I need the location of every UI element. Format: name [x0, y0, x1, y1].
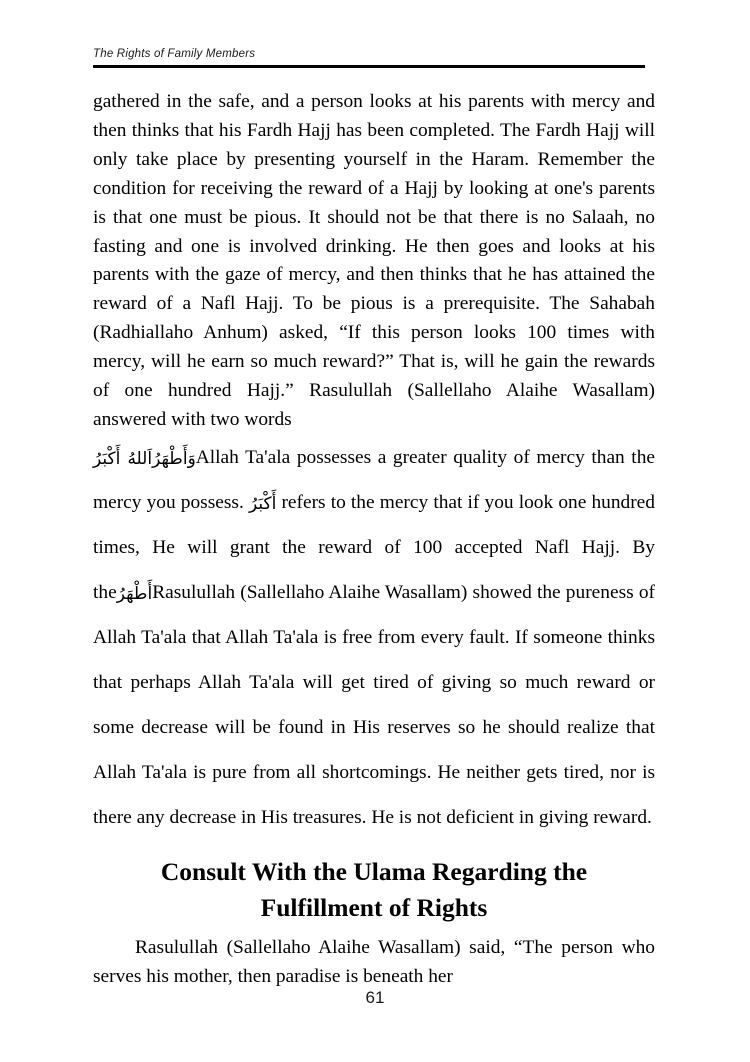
body-fragment-two: Allah Ta'ala possesses a greater quality of mercy than the mercy you possess. [93, 446, 656, 513]
arabic-phrase-akbar: أَكْبَرُ [248, 493, 277, 514]
section-heading [93, 854, 655, 926]
arabic-phrase-wa-athar: وَأَطْهَرُ [152, 448, 196, 469]
arabic-phrase-athar: أَطْهَرُ [116, 583, 153, 604]
section-heading-line-2: Fulfillment of Rights [260, 892, 488, 922]
heading-bottom-spacer [93, 926, 655, 934]
section-paragraph: Rasulullah (Sallellaho Alaihe Wasallam) said, “The person who serves his mother, then paradise is beneath her [93, 936, 655, 987]
running-header-title: The Rights of Family Members [93, 48, 256, 60]
section-heading-line-1: Consult With the Ulama Regarding the [160, 856, 588, 886]
running-header [93, 47, 645, 68]
mixed-script-passage [93, 435, 655, 840]
body-fragment-three: refers to the mercy that if you look one hundred times, He will grant the reward of 100 accepted Nafl Hajj. By the [93, 491, 655, 603]
text-column [93, 88, 655, 992]
header-divider-rule [93, 65, 645, 68]
page-number: 61 [365, 988, 385, 1007]
arabic-phrase-allahu-akbar: اَللهُ أَكْبَرُ [93, 448, 153, 469]
heading-top-spacer [93, 840, 655, 854]
body-paragraph-continued: gathered in the safe, and a person looks at his parents with mercy and then thinks that his Fardh Hajj has been completed. The Fardh Hajj will only take place by presenting yourself in the Haram. Remember the condition for receiving the reward of a Hajj by looking at one's parents is that one must be pious. It should not be that there is no Salaah, no fasting and one is involved drinking. He then goes and looks at his parents with the gaze of mercy, and then thinks that he has attained the reward of a Nafl Hajj. To be pious is a prerequisite. The Sahabah (Radhiallaho Anhum) asked, “If this person looks 100 times with mercy, will he earn so much reward?” That is, will he gain the rewards of one hundred Hajj.” Rasulullah (Sallellaho Alaihe Wasallam) answered with two words [93, 91, 655, 430]
body-fragment-four: Rasulullah (Sallellaho Alaihe Wasallam) showed the pureness of Allah Ta'ala that Allah Ta'ala is free from every fault. If someone thinks that perhaps Allah Ta'ala will get tired of giving so much reward or some decrease will be found in His reserves so he should realize that Allah Ta'ala is pure from all shortcomings. He neither gets tired, nor is there any decrease in His treasures. He is not deficient in giving reward. [93, 581, 655, 828]
